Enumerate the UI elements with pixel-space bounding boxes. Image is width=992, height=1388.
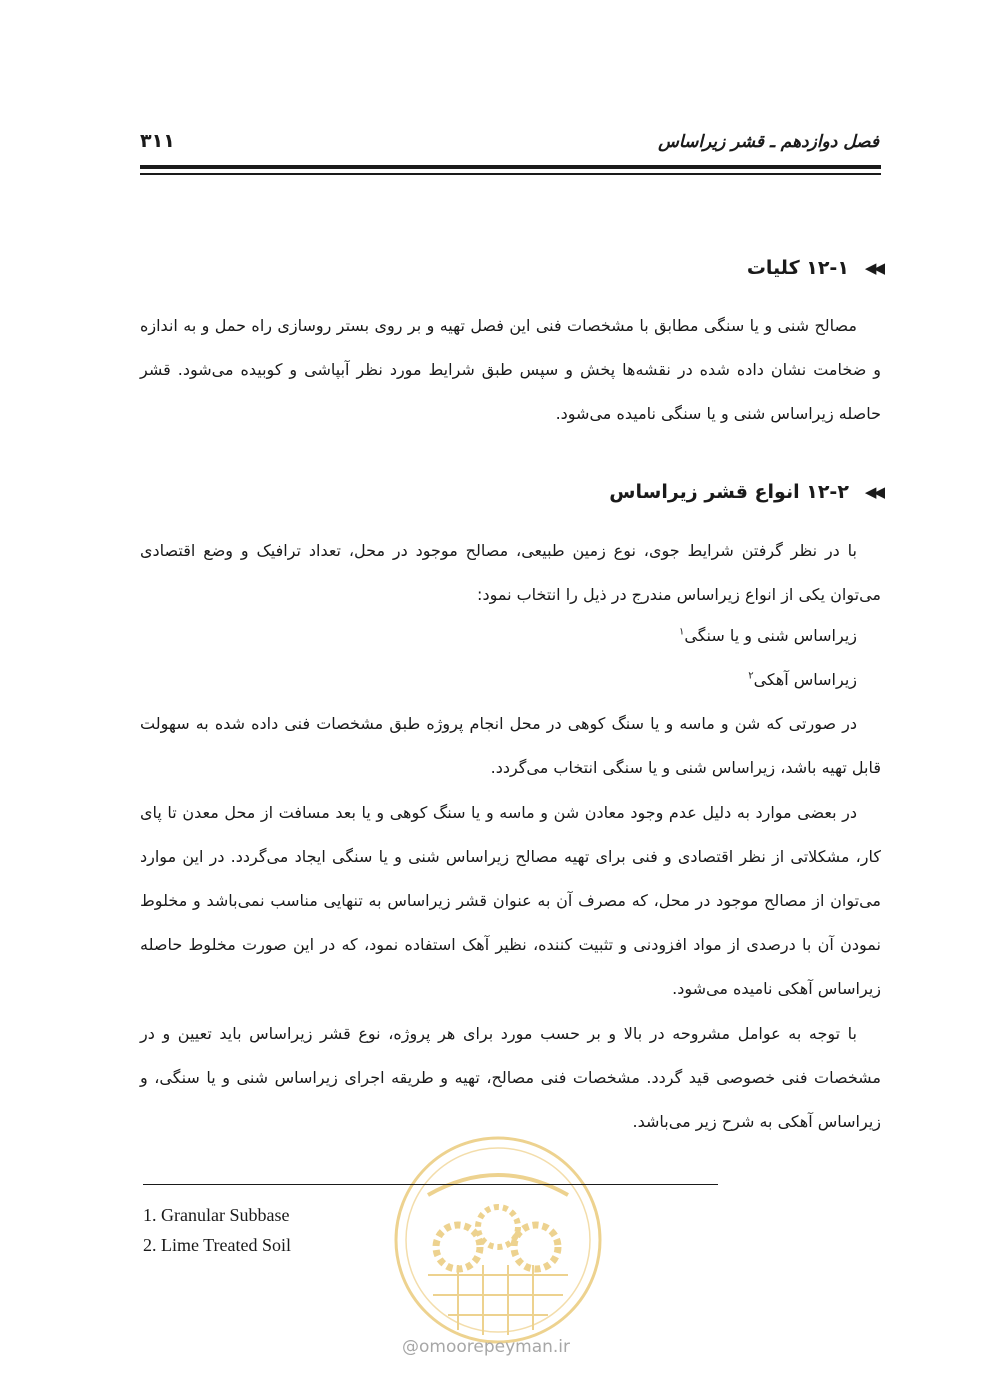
paragraph-conclusion: با توجه به عوامل مشروحه در بالا و بر حسب مورد برای هر پروژه، نوع قشر زیراساس باید تعیین و در مشخصات فنی خصوصی قید گردد. مشخصات فنی مصالح، تهیه و طریقه اجرای زیراساس شنی و یا سنگی، و زیراساس آهکی به شرح زیر می‌باشد.: [140, 1024, 881, 1131]
paragraph-intro: با در نظر گرفتن شرایط جوی، نوع زمین طبیعی، مصالح موجود در محل، تعداد ترافیک و وضع اقتصادی می‌توان یکی از انواع زیراساس مندرج در ذیل را انتخاب نمود:: [140, 541, 881, 604]
section-heading-subbase-types: [609, 481, 882, 503]
section-marker-icon: ◀◀: [864, 483, 882, 501]
watermark-url: @omoorepeyman.ir: [402, 1337, 571, 1357]
section-heading-text: ۱۲-۱ کلیات: [746, 257, 849, 279]
list-item-granular: [679, 626, 857, 645]
footnote-separator: [143, 1184, 718, 1185]
paragraph-general: مصالح شنی و یا سنگی مطابق با مشخصات فنی این فصل تهیه و بر روی بستر روسازی راه حمل و به اندازه و ضخامت نشان داده شده در نقشه‌ها پخش و سپس طبق شرایط مورد نظر آبپاشی و کوبیده می‌شود. قشر حاصله زیراساس شنی و یا سنگی نامیده می‌شود.: [140, 316, 881, 423]
paragraph-lime-choice: در بعضی موارد به دلیل عدم وجود معادن شن و ماسه و یا سنگ کوهی و یا بعد مسافت از محل معدن تا پای کار، مشکلاتی از نظر اقتصادی و فنی برای تهیه مصالح زیراساس شنی و یا سنگی ایجاد می‌گردد. در این موارد می‌توان از مصالح موجود در محل، که مصرف آن به عنوان قشر زیراساس به تنهایی مناسب نمی‌باشد و مخلوط نمودن آن با درصدی از مواد افزودنی و تثبیت کننده، نظیر آهک استفاده نمود، که در این صورت مخلوط حاصله زیراساس آهکی نامیده می‌شود.: [140, 803, 881, 998]
list-item-text: زیراساس شنی و یا سنگی: [684, 626, 857, 645]
running-header-title: فصل دوازدهم ـ قشر زیراساس: [658, 132, 879, 152]
header-rule-thin: [140, 173, 881, 175]
list-item-lime: [748, 670, 857, 689]
footnote-ref: ۲: [748, 670, 754, 682]
footnote-2: 2. Lime Treated Soil: [143, 1235, 291, 1255]
page-number: ۳۱۱: [140, 130, 175, 152]
header-rule-thick: [140, 165, 881, 169]
footnote-ref: ۱: [678, 626, 685, 638]
watermark-logo: [388, 1135, 608, 1345]
section-marker-icon: ◀◀: [864, 259, 882, 277]
paragraph-granular-choice: در صورتی که شن و ماسه و یا سنگ کوهی در محل انجام پروژه طبق مشخصات فنی داده شده به سهولت قابل تهیه باشد، زیراساس شنی و یا سنگی انتخاب می‌گردد.: [140, 714, 881, 777]
list-item-text: زیراساس آهکی: [753, 670, 857, 689]
section-heading-general: [747, 257, 882, 279]
section-heading-text: ۱۲-۲ انواع قشر زیراساس: [609, 481, 849, 503]
footnote-1: 1. Granular Subbase: [143, 1205, 290, 1225]
